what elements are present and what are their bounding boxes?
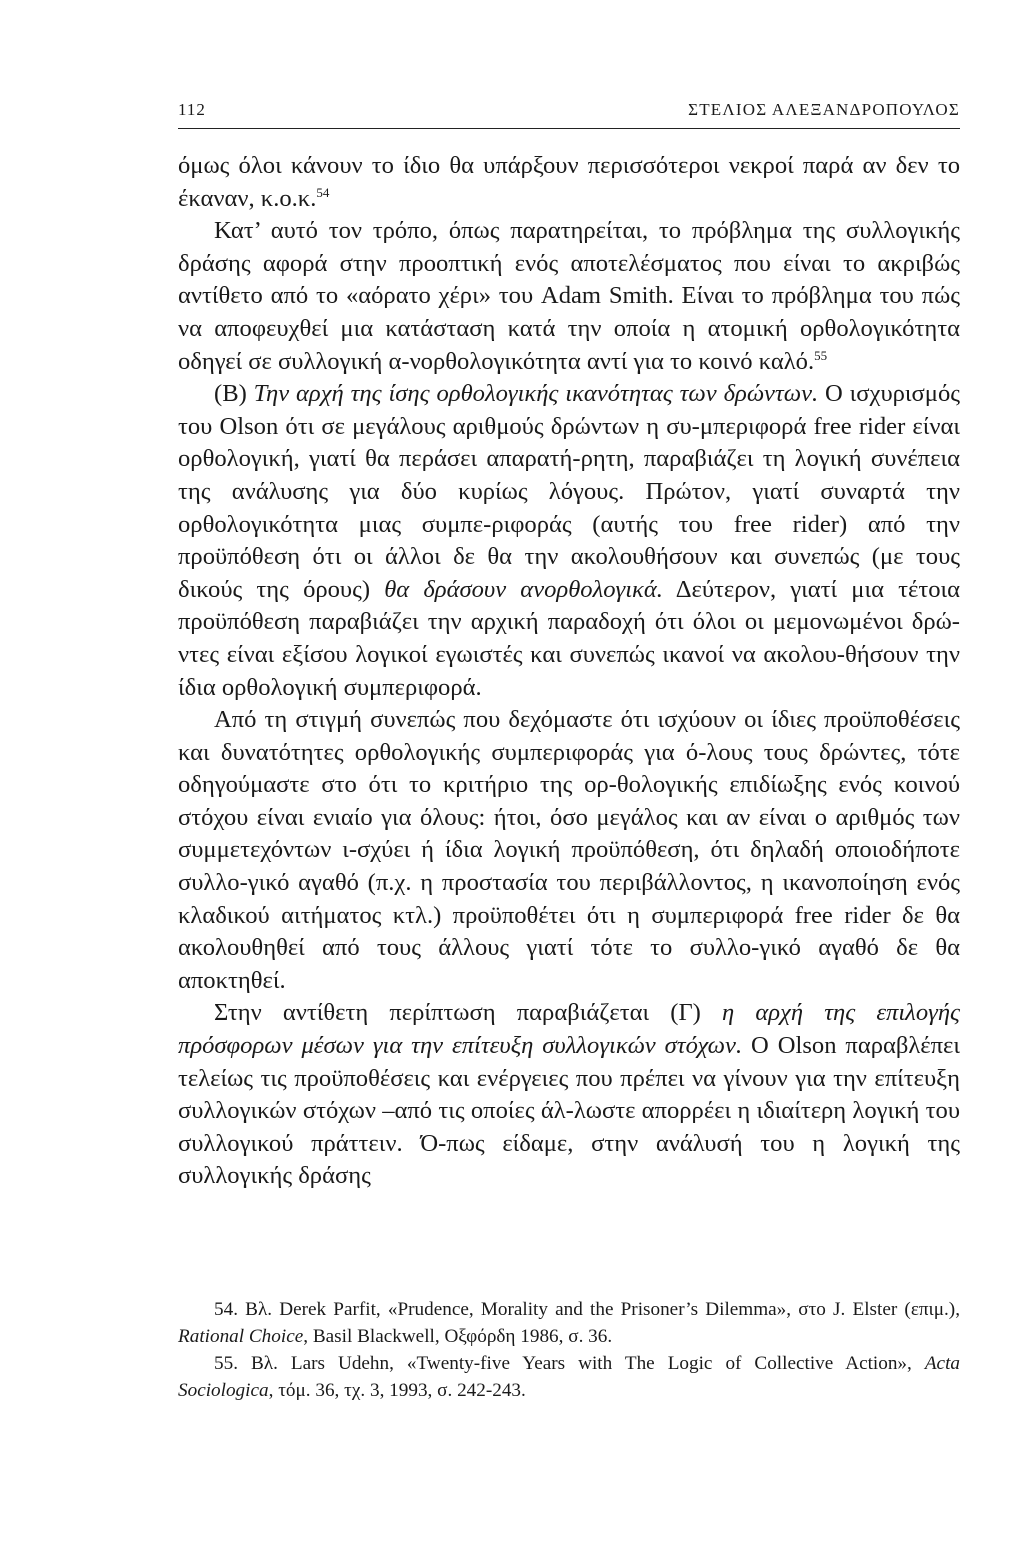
footnote-54-text: 54. Βλ. Derek Parfit, «Prudence, Morality and the Prisoner’s Dilemma», στο J. Elster (επιμ.), xyxy=(214,1299,960,1320)
paragraph-5 xyxy=(178,997,960,1193)
principle-c-heading: η αρχή της επιλογής πρόσφορων μέσων για την επίτευξη συλλογικών στόχων. xyxy=(178,999,960,1060)
paragraph-3 xyxy=(178,378,960,704)
paragraph-3-text: Ο ισχυρισμός του Olson ότι σε μεγάλους αριθμούς δρώντων η συ-μπεριφορά free rider είναι ορθολογική, γιατί θα περάσει απαρατή-ρητη, παραβιάζει τη λογική συνέπεια της ανάλυσης για δύο κυρίως λόγους. Πρώτον, γιατί συναρτά την ορθολογικότητα μιας συμπε-ριφοράς (αυτής του free rider) από την προϋπόθεση ότι οι άλλοι δε θα την ακολουθήσουν και συνεπώς (με τους δικούς της όρους) xyxy=(178,380,960,603)
footnote-54-title: Rational Choice xyxy=(178,1326,304,1347)
footnote-ref-55[interactable]: 55 xyxy=(814,347,828,363)
paragraph-3-lead: (Β) xyxy=(214,380,254,408)
principle-b-heading: Την αρχή της ίσης ορθολογικής ικανότητας των δρώντων. xyxy=(253,380,819,408)
paragraph-4: Από τη στιγμή συνεπώς που δεχόμαστε ότι ισχύουν οι ίδιες προϋποθέσεις και δυνατότητες ορθολογικής συμπεριφοράς για ό-λους τους δρώντες, τότε οδηγούμαστε στο ότι το κριτήριο της ορ-θολογικής επιδίωξης ενός κοινού στόχου είναι ενιαίο για όλους: ήτοι, όσο μεγάλος και αν είναι ο αριθμός των συμμετεχόντων ι-σχύει ή ίδια λογική προϋπόθεση, ότι δηλαδή οποιοδήποτε συλλο-γικό αγαθό (π.χ. η προστασία του περιβάλλοντος, η ικανοποίηση ενός κλαδικού αιτήματος κτλ.) προϋποθέτει ότι η συμπεριφορά free rider δε θα ακολουθηθεί από τους άλλους γιατί τότε το συλλο-γικό αγαθό δε θα αποκτηθεί. xyxy=(178,706,960,994)
paragraph-2-text: Κατ’ αυτό τον τρόπο, όπως παρατηρείται, το πρόβλημα της συλλογικής δράσης αφορά στην προοπτική ενός αποτελέσματος που είναι το ακριβώς αντίθετο από το «αόρατο χέρι» του Adam Smith. Είναι το πρόβλημα του πώς να αποφευχθεί μια κατάσταση κατά την οποία η ατομική ορθολογικότητα οδηγεί σε συλλογική α-νορθολογικότητα αντί για το κοινό καλό. xyxy=(178,217,960,375)
paragraph-2 xyxy=(178,215,960,378)
main-text xyxy=(178,150,960,1193)
footnote-54-tail: , Basil Blackwell, Οξφόρδη 1986, σ. 36. xyxy=(303,1326,613,1347)
paragraph-1-text: όμως όλοι κάνουν το ίδιο θα υπάρξουν περισσότεροι νεκροί παρά αν δεν το έκαναν, κ.ο.κ. xyxy=(178,152,960,212)
footnote-55-journal: Acta Sociologica xyxy=(178,1353,960,1401)
paragraph-5-tail: Ο Olson παραβλέπει τελείως τις προϋποθέσεις και ενέργειες που πρέπει να γίνουν για την επίτευξη συλλογικών στόχων –από τις οποίες άλ-λωστε απορρέει η ιδιαίτερη λογική του συλλογικού πράττειν. Ό-πως είδαμε, στην ανάλυσή του η λογική της συλλογικής δράσης xyxy=(178,1032,960,1190)
running-header xyxy=(178,98,960,129)
footnote-55-tail: , τόμ. 36, τχ. 3, 1993, σ. 242-243. xyxy=(268,1380,526,1401)
footnotes xyxy=(178,1296,960,1404)
paragraph-3-tail: Δεύτερον, γιατί μια τέτοια προϋπόθεση παραβιάζει την αρχική παραδοχή ότι όλοι οι μεμονωμένοι δρώ-ντες είναι εξίσου λογικοί εγωιστές και συνεπώς ικανοί να ακολου-θήσουν την ίδια ορθολογική συμπεριφορά. xyxy=(178,575,961,701)
footnote-55-text: 55. Βλ. Lars Udehn, «Twenty-five Years with The Logic of Collective Action», xyxy=(214,1353,925,1374)
page-number: 112 xyxy=(178,100,206,119)
paragraph-3-emphasis: θα δράσουν ανορθολογικά. xyxy=(384,575,663,603)
footnote-55 xyxy=(178,1350,960,1404)
paragraph-1 xyxy=(178,150,960,215)
footnote-ref-54[interactable]: 54 xyxy=(316,184,330,200)
footnote-54 xyxy=(178,1296,960,1350)
paragraph-5-lead: Στην αντίθετη περίπτωση παραβιάζεται (Γ) xyxy=(214,999,722,1027)
running-head-author: ΣΤΕΛΙΟΣ ΑΛΕΞΑΝΔΡΟΠΟΥΛΟΣ xyxy=(688,100,960,119)
